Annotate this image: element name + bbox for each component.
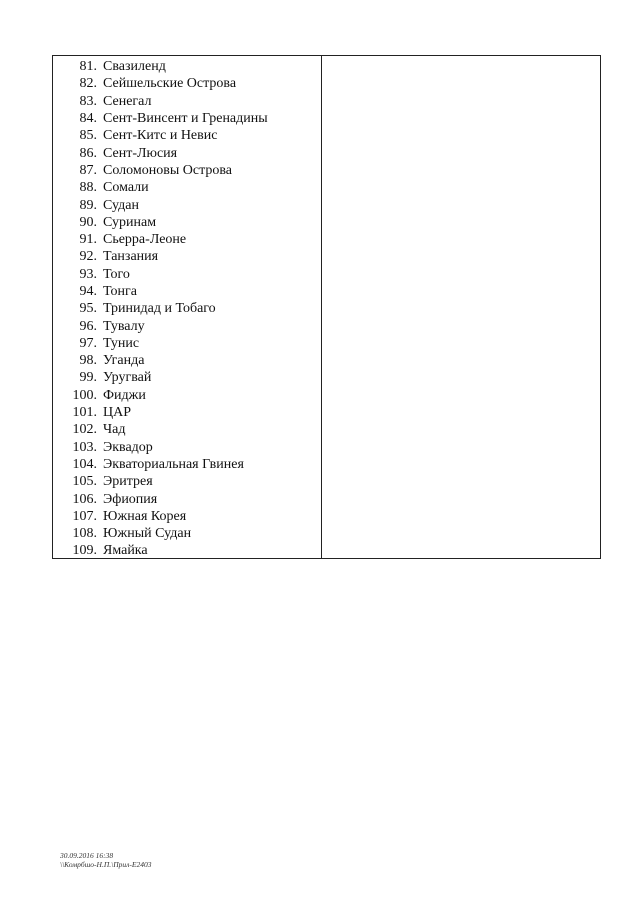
list-item	[53, 439, 321, 456]
list-item-number: 108.	[72, 526, 97, 542]
list-item	[53, 387, 321, 404]
footer-timestamp: 30.09.2016 16:38	[60, 851, 114, 860]
list-item	[53, 231, 321, 248]
list-item	[53, 283, 321, 300]
list-item-number: 107.	[72, 508, 97, 524]
list-item-country: Того	[103, 266, 130, 282]
list-item	[53, 456, 321, 473]
list-item	[53, 162, 321, 179]
empty-right-column	[322, 56, 600, 558]
list-item	[53, 317, 321, 334]
list-item-number: 103.	[72, 439, 97, 455]
list-item-country: Тунис	[103, 335, 140, 351]
list-item-country: Эквадор	[103, 439, 153, 455]
list-item	[53, 266, 321, 283]
list-item-country: Фиджи	[103, 387, 146, 403]
footer-file-path: \\Комрбшо-Н.П.\Прил-Е2403	[60, 860, 152, 869]
list-item-number: 81.	[79, 59, 97, 75]
list-item-number: 102.	[72, 422, 97, 438]
list-item-number: 89.	[79, 197, 97, 213]
list-item-country: Свазиленд	[103, 59, 166, 75]
list-item-country: Южная Корея	[103, 508, 187, 524]
list-item-number: 86.	[79, 145, 97, 161]
list-item-country: Уганда	[103, 353, 145, 369]
list-item	[53, 144, 321, 161]
list-item-number: 94.	[79, 284, 97, 299]
list-item-country: Суринам	[103, 214, 157, 230]
list-item-country: ЦАР	[103, 405, 132, 421]
list-item-number: 96.	[79, 318, 97, 334]
list-item	[53, 404, 321, 421]
list-item-country: Тувалу	[103, 318, 145, 334]
list-item-number: 93.	[79, 266, 97, 282]
list-item-country: Сент-Люсия	[103, 145, 178, 161]
country-list-column	[53, 56, 322, 558]
list-item	[53, 421, 321, 438]
list-item-country: Сомали	[103, 180, 149, 196]
list-item	[53, 525, 321, 542]
list-item-country: Экваториальная Гвинея	[103, 456, 244, 472]
list-item	[53, 369, 321, 386]
list-item	[53, 179, 321, 196]
list-item-number: 87.	[79, 162, 97, 178]
list-item-number: 95.	[79, 301, 97, 317]
list-item-number: 88.	[79, 180, 97, 196]
list-item-country: Сент-Китс и Невис	[103, 128, 218, 144]
list-item	[53, 58, 321, 75]
list-item-number: 105.	[72, 474, 97, 490]
list-item-country: Ямайка	[103, 543, 148, 559]
list-item	[53, 248, 321, 265]
list-item-number: 82.	[79, 76, 97, 92]
list-item	[53, 490, 321, 507]
list-item	[53, 214, 321, 231]
list-item	[53, 542, 321, 559]
list-item-country: Чад	[103, 422, 126, 438]
list-item-number: 90.	[79, 214, 97, 230]
list-item	[53, 473, 321, 490]
list-item-number: 104.	[72, 456, 97, 472]
document-footer	[60, 851, 151, 869]
list-item	[53, 110, 321, 127]
list-item	[53, 352, 321, 369]
list-item-number: 91.	[79, 232, 97, 248]
list-item	[53, 127, 321, 144]
list-item	[53, 196, 321, 213]
list-item-number: 101.	[72, 405, 97, 421]
list-item-country: Эфиопия	[103, 491, 158, 507]
list-item-country: Тринидад и Тобаго	[103, 301, 216, 317]
list-item-number: 99.	[79, 370, 97, 386]
list-item-country: Сенегал	[103, 93, 152, 109]
list-item-country: Танзания	[103, 249, 159, 265]
list-item-country: Сьерра-Леоне	[103, 232, 187, 248]
country-table	[52, 55, 601, 559]
list-item-country: Соломоновы Острова	[103, 162, 232, 178]
list-item-country: Тонга	[103, 284, 137, 299]
list-item	[53, 335, 321, 352]
list-item-number: 97.	[79, 335, 97, 351]
list-item-country: Судан	[103, 197, 139, 213]
list-item-number: 84.	[79, 111, 97, 127]
list-item	[53, 300, 321, 317]
list-item-number: 100.	[72, 387, 97, 403]
list-item-number: 83.	[79, 93, 97, 109]
list-item	[53, 93, 321, 110]
list-item-country: Эритрея	[103, 474, 153, 490]
list-item-number: 106.	[72, 491, 97, 507]
list-item-number: 92.	[79, 249, 97, 265]
list-item-country: Южный Судан	[103, 526, 192, 542]
list-item	[53, 75, 321, 92]
list-item	[53, 508, 321, 525]
list-item-number: 98.	[79, 353, 97, 369]
list-item-country: Сейшельские Острова	[103, 76, 237, 92]
list-item-number: 109.	[72, 543, 97, 559]
list-item-country: Уругвай	[103, 370, 152, 386]
list-item-number: 85.	[79, 128, 97, 144]
list-item-country: Сент-Винсент и Гренадины	[103, 111, 268, 127]
